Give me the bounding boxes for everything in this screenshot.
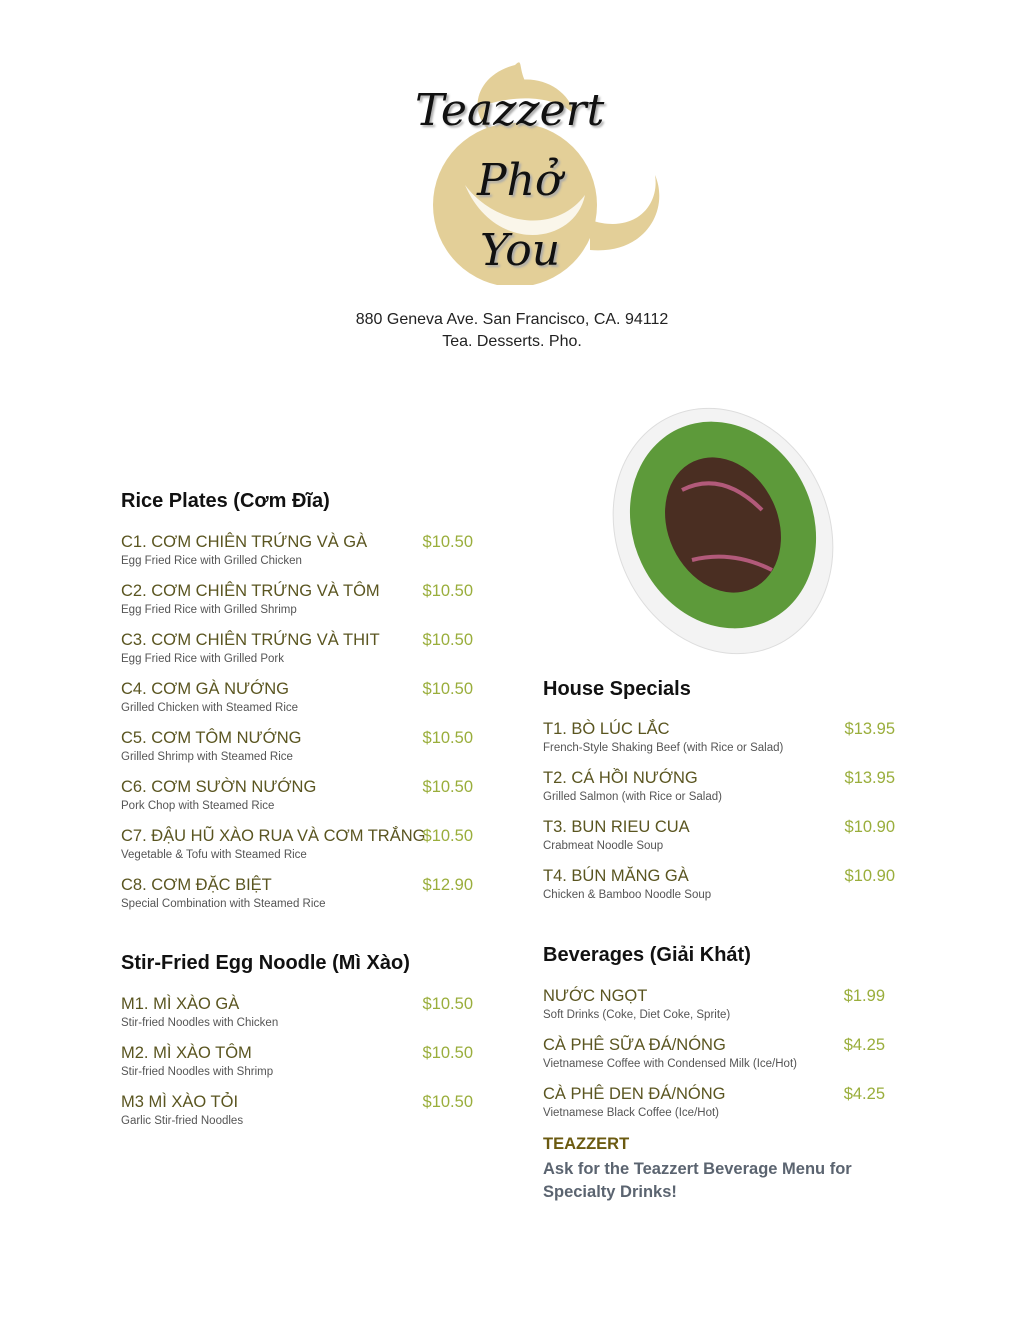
noodle-menu-item [121, 1093, 473, 1127]
item-price: $4.25 [843, 1085, 885, 1103]
logo-line-2: Phở [477, 155, 562, 206]
item-description: Special Combination with Steamed Rice [121, 898, 326, 910]
item-description: Garlic Stir-fried Noodles [121, 1115, 244, 1127]
item-name: C3. CƠM CHIÊN TRỨNG VÀ THIT [121, 631, 380, 649]
item-name: CÀ PHÊ DEN ĐÁ/NÓNG [543, 1085, 726, 1103]
rice-menu-item [121, 778, 473, 812]
item-price: $10.50 [422, 995, 473, 1013]
item-price: $13.95 [844, 769, 895, 787]
tagline: Tea. Desserts. Pho. [442, 333, 582, 350]
item-description: Vietnamese Black Coffee (Ice/Hot) [543, 1107, 719, 1119]
item-name: M1. MÌ XÀO GÀ [121, 995, 240, 1013]
noodle-menu-item [121, 1044, 473, 1078]
item-name: C2. CƠM CHIÊN TRỨNG VÀ TÔM [121, 582, 380, 600]
item-name: T2. CÁ HỒI NƯỚNG [543, 769, 698, 787]
item-name: C7. ĐẬU HŨ XÀO RUA VÀ CƠM TRẮNG [121, 827, 426, 845]
beverages-menu-item [543, 987, 885, 1021]
beverages-heading: Beverages (Giải Khát) [543, 944, 751, 966]
item-price: $10.50 [422, 582, 473, 600]
rice-menu-item [121, 680, 473, 714]
item-description: Egg Fried Rice with Grilled Chicken [121, 555, 302, 567]
item-name: C5. CƠM TÔM NƯỚNG [121, 729, 302, 747]
item-price: $13.95 [844, 720, 895, 738]
item-description: Egg Fried Rice with Grilled Shrimp [121, 604, 297, 616]
logo [405, 45, 680, 285]
item-price: $10.50 [422, 729, 473, 747]
house-menu-item [543, 769, 895, 803]
item-description: Stir-fried Noodles with Chicken [121, 1017, 279, 1029]
item-price: $10.50 [422, 1093, 473, 1111]
rice-menu-item [121, 876, 473, 910]
house-menu-item [543, 818, 895, 852]
house-menu-item [543, 720, 895, 754]
item-description: Grilled Chicken with Steamed Rice [121, 702, 299, 714]
item-price: $10.90 [844, 818, 895, 836]
rice-menu-item [121, 729, 473, 763]
teazzert-note-text: Ask for the Teazzert Beverage Menu for Specialty Drinks! [543, 1160, 852, 1201]
teazzert-note-title: TEAZZERT [543, 1135, 630, 1153]
item-name: C1. CƠM CHIÊN TRỨNG VÀ GÀ [121, 533, 368, 551]
item-price: $10.90 [844, 867, 895, 885]
item-price: $12.90 [422, 876, 473, 894]
item-description: Vietnamese Coffee with Condensed Milk (Ice/Hot) [543, 1058, 797, 1070]
item-price: $10.50 [422, 1044, 473, 1062]
item-price: $10.50 [422, 778, 473, 796]
item-description: Grilled Salmon (with Rice or Salad) [543, 791, 722, 803]
rice-plates-heading: Rice Plates (Cơm Đĩa) [121, 490, 330, 512]
house-specials-heading: House Specials [543, 678, 691, 700]
item-name: M2. MÌ XÀO TÔM [121, 1044, 252, 1062]
beverages-menu-item [543, 1036, 885, 1070]
logo-line-3: You [480, 225, 561, 276]
beverages-menu-item [543, 1085, 885, 1119]
item-price: $10.50 [422, 533, 473, 551]
item-description: Crabmeat Noodle Soup [543, 840, 664, 852]
house-menu-item [543, 867, 895, 901]
item-description: Stir-fried Noodles with Shrimp [121, 1066, 274, 1078]
address: 880 Geneva Ave. San Francisco, CA. 94112 [355, 311, 669, 328]
noodle-menu-item [121, 995, 473, 1029]
item-name: T4. BÚN MĂNG GÀ [543, 867, 689, 885]
item-description: Grilled Shrimp with Steamed Rice [121, 751, 293, 763]
item-price: $10.50 [422, 827, 473, 845]
item-description: Egg Fried Rice with Grilled Pork [121, 653, 284, 665]
item-name: T1. BÒ LÚC LẮC [543, 720, 670, 738]
rice-menu-item [121, 533, 473, 567]
item-description: Vegetable & Tofu with Steamed Rice [121, 849, 307, 861]
item-price: $10.50 [422, 680, 473, 698]
item-description: Pork Chop with Steamed Rice [121, 800, 275, 812]
rice-menu-item [121, 827, 473, 861]
rice-menu-item [121, 582, 473, 616]
item-price: $4.25 [843, 1036, 885, 1054]
item-description: Chicken & Bamboo Noodle Soup [543, 889, 712, 901]
item-price: $1.99 [843, 987, 885, 1005]
item-name: T3. BUN RIEU CUA [543, 818, 690, 836]
noodle-heading: Stir-Fried Egg Noodle (Mì Xào) [121, 952, 410, 974]
item-name: NƯỚC NGỌT [543, 987, 648, 1005]
item-name: C4. CƠM GÀ NƯỚNG [121, 680, 289, 698]
rice-menu-item [121, 631, 473, 665]
item-name: C8. CƠM ĐẶC BIỆT [121, 876, 272, 894]
item-name: CÀ PHÊ SỮA ĐÁ/NÓNG [543, 1036, 726, 1054]
food-photo [612, 400, 834, 667]
logo-line-1: Teazzert [415, 85, 605, 136]
item-description: French-Style Shaking Beef (with Rice or Salad) [543, 742, 784, 754]
item-name: C6. CƠM SƯỜN NƯỚNG [121, 778, 317, 796]
item-description: Soft Drinks (Coke, Diet Coke, Sprite) [543, 1009, 731, 1021]
item-name: M3 MÌ XÀO TỎI [121, 1093, 239, 1111]
item-price: $10.50 [422, 631, 473, 649]
